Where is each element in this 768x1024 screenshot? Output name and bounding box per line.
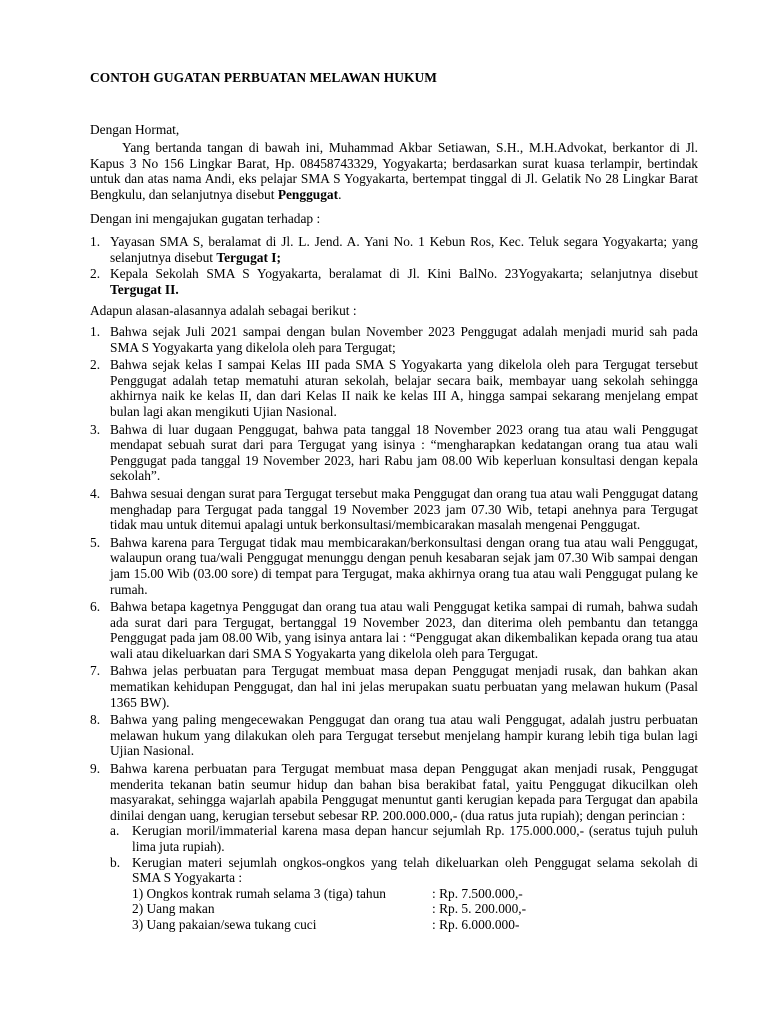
item-number: 8. [90, 712, 101, 728]
item-text: Bahwa sejak kelas I sampai Kelas III pada SMA S Yogyakarta yang dikelola oleh para Tergugat tersebut Penggugat adalah tetap mematuhi aturan sekolah, belajar secara baik, membayar uang sekolah sehingga akhirnya naik ke kelas II, dan dari Kelas II naik ke kelas III A, hingga sampai sekarang menjelang empat bulan lagi akan mengikuti Ujian Nasional. [110, 357, 698, 419]
item-text: Bahwa di luar dugaan Penggugat, bahwa pata tanggal 18 November 2023 orang tua atau wali Penggugat mendapat sebuah surat dari para Tergugat yang isinya : “mengharapkan kedatangan orang tua atau wali Penggugat pada tanggal 19 November 2023, hari Rabu jam 08.00 Wib keperluan konsultasi dengan kepala sekolah”. [110, 421, 698, 484]
cost-label: 2) Uang makan [132, 901, 215, 917]
reason-item [90, 324, 698, 355]
reason-item [90, 599, 698, 661]
item-text: Yayasan SMA S, beralamat di Jl. L. Jend. A. Yani No. 1 Kebun Ros, Kec. Teluk segara Yogyakarta; yang selanjutnya disebut [110, 234, 698, 265]
cost-label: 3) Uang pakaian/sewa tukang cuci [132, 916, 317, 932]
item-number: 6. [90, 599, 101, 615]
cost-label: 1) Ongkos kontrak rumah selama 3 (tiga) tahun [132, 885, 386, 901]
cost-row [132, 901, 698, 917]
item-bold: Tergugat I; [216, 249, 281, 265]
item-text: Kepala Sekolah SMA S Yogyakarta, beralamat di Jl. Kini BalNo. 23Yogyakarta; selanjutnya disebut [110, 266, 698, 282]
intro-bold: Penggugat [277, 186, 339, 202]
reason-item [90, 663, 698, 710]
defendant-item [90, 234, 698, 265]
reasons-list [90, 324, 698, 935]
item-bold: Tergugat II. [110, 281, 179, 297]
item-text: Bahwa karena para Tergugat tidak mau membicarakan/berkonsultasi dengan orang tua atau wali Penggugat, walaupun orang tua/wali Penggugat menunggu dengan penuh kesabaran sejak jam 07.30 Wib sampai dengan jam 15.00 Wib (03.00 sore) di tempat para Tergugat, maka akhirnya orang tua atau wali Penggugat pulang ke rumah. [110, 534, 698, 597]
intro-text: Yang bertanda tangan di bawah ini, Muhammad Akbar Setiawan, S.H., M.H.Advokat, berkantor di Jl. Kapus 3 No 156 Lingkar Barat, Hp. 08458743329, Yogyakarta; berdasarkan surat kuasa terlampir, bertindak untuk dan atas nama Andi, eks pelajar SMA S Yogyakarta, bertempat tinggal di Jl. Gelatik No 28 Lingkar Barat Bengkulu, dan selanjutnya disebut [90, 140, 698, 202]
cost-value: : Rp. 7.500.000,- [432, 885, 523, 901]
item-text: Bahwa sejak Juli 2021 sampai dengan bulan November 2023 Penggugat adalah menjadi murid sah pada SMA S Yogyakarta yang dikelola oleh para Tergugat; [110, 324, 698, 355]
cost-row [132, 886, 698, 902]
item-text: Bahwa yang paling mengecewakan Penggugat dan orang tua atau wali Penggugat, adalah justru perbuatan melawan hukum yang dilakukan oleh para Tergugat tersebut menjelang hampir kurang lebih tiga bulan lagi Ujian Nasional. [110, 712, 698, 759]
item-text: Kerugian moril/immaterial karena masa depan hancur sejumlah Rp. 175.000.000,- (seratus tujuh puluh lima juta rupiah). [132, 823, 698, 854]
defendants-list [90, 234, 698, 298]
item-number: 2. [90, 357, 101, 373]
item-letter: a. [110, 823, 120, 839]
intro-paragraph [90, 140, 698, 202]
item-text: Bahwa jelas perbuatan para Tergugat membuat masa depan Penggugat menjadi rusak, dan bahkan akan mematikan kehidupan Penggugat, dan hal ini jelas merupakan suatu perbuatan yang melawan hukum (Pasal 1365 BW). [110, 663, 698, 710]
reason-item [90, 535, 698, 597]
item-number: 9. [90, 761, 101, 777]
reason-item [90, 761, 698, 933]
cost-value: : Rp. 5. 200.000,- [432, 901, 527, 917]
item-number: 1. [90, 324, 101, 339]
item-text: Bahwa sesuai dengan surat para Tergugat tersebut maka Penggugat dan orang tua atau wali Penggugat datang menghadap para Tergugat pada tanggal 19 November 2023 jam 07.30 Wib, tetapi anehnya para Tergugat tidak mau untuk ditemui apalagi untuk berkonsultasi/membicarakan masalah mengenai Penggugat. [110, 485, 698, 533]
item-text: Bahwa betapa kagetnya Penggugat dan orang tua atau wali Penggugat ketika sampai di rumah, bahwa sudah ada surat dari para Tergugat, bertanggal 19 November 2023, dan diterima oleh pembantu dan tetangga Penggugat pada jam 08.00 Wib, yang isinya antara lai : “Penggugat akan dikembalikan kepada orang tua atau wali atau dikeluarkan dari SMA S Yogyakarta yang dikelola oleh para Tergugat. [110, 599, 698, 661]
document-title: CONTOH GUGATAN PERBUATAN MELAWAN HUKUM [90, 70, 438, 85]
item-letter: b. [110, 854, 121, 870]
reason-item [90, 357, 698, 419]
cost-breakdown [132, 886, 698, 933]
reason-item [90, 486, 698, 533]
item-number: 3. [90, 421, 101, 437]
damage-item [110, 855, 698, 933]
damage-item [110, 823, 698, 854]
item-number: 5. [90, 534, 101, 550]
item-text: Bahwa karena perbuatan para Tergugat membuat masa depan Penggugat akan menjadi rusak, Penggugat menderita tekanan batin seumur hidup dan bahan bisa berakibat fatal, yaitu Penggugat dikucilkan oleh masyarakat, sehingga wajarlah apabila Penggugat menuntut ganti kerugian kepada para Tergugat dan apabila dinilai dengan uang, kerugian tersebut sebesar RP. 200.000.000,- (dua ratus juta rupiah); dengan perincian : [110, 761, 698, 823]
claim-intro: Dengan ini mengajukan gugatan terhadap : [90, 211, 321, 226]
cost-row [132, 917, 698, 933]
reason-item [90, 712, 698, 759]
damages-list [110, 823, 698, 932]
intro-end: . [338, 186, 342, 202]
item-number: 7. [90, 663, 101, 679]
cost-value: : Rp. 6.000.000- [432, 916, 520, 932]
defendant-item [90, 266, 698, 297]
salutation: Dengan Hormat, [90, 122, 180, 137]
item-text: Kerugian materi sejumlah ongkos-ongkos yang telah dikeluarkan oleh Penggugat selama sekolah di SMA S Yogyakarta : [132, 854, 698, 886]
reasons-intro: Adapun alasan-alasannya adalah sebagai berikut : [90, 303, 357, 318]
item-number: 2. [90, 266, 101, 282]
item-number: 1. [90, 234, 101, 249]
reason-item [90, 422, 698, 484]
item-number: 4. [90, 485, 101, 501]
